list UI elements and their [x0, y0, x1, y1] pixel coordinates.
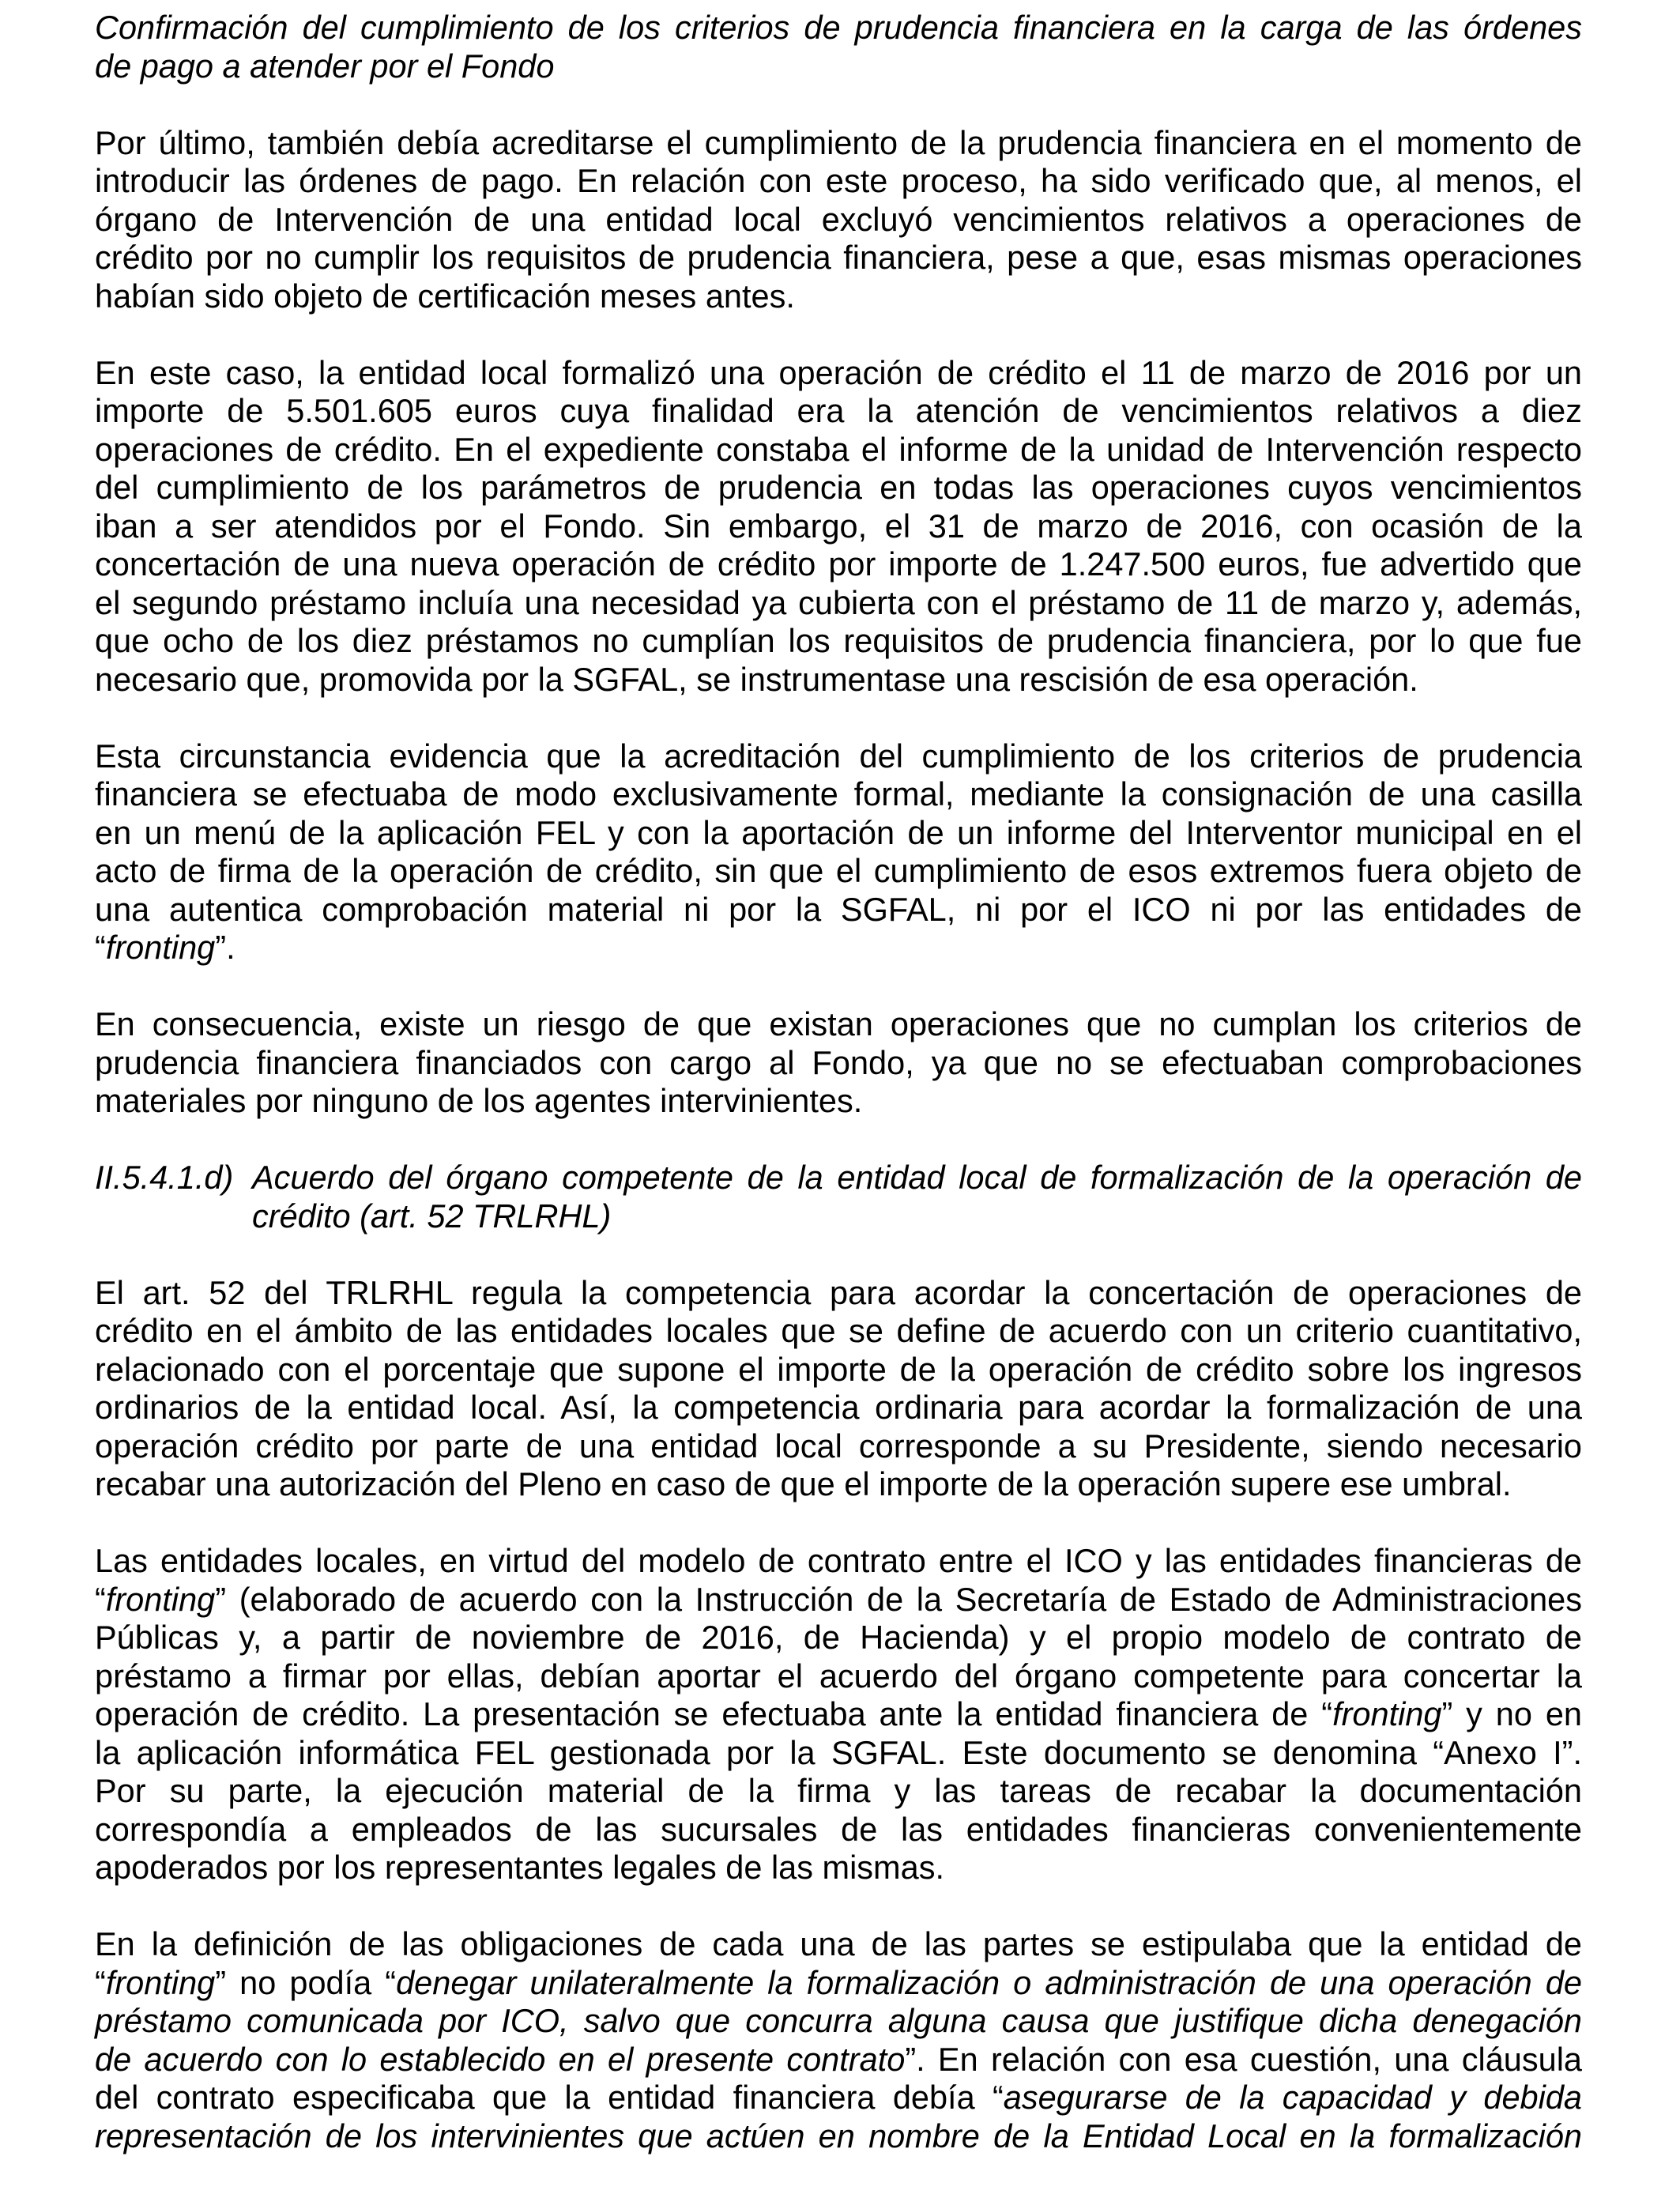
italic-text-run: fronting — [105, 929, 216, 966]
text-line — [95, 1619, 1582, 1657]
text-run: “ — [95, 1963, 106, 2001]
text-line — [95, 1312, 1582, 1351]
text-line — [95, 354, 1582, 393]
text-line — [95, 2041, 1582, 2079]
text-line — [252, 1159, 1582, 1197]
paragraph — [95, 1925, 1582, 2155]
paragraph — [95, 1542, 1582, 1887]
italic-text-run: Acuerdo del órgano competente de la entidad local de formalización de la operación de — [252, 1159, 1582, 1196]
italic-text-run: representación de los intervinientes que actúen en nombre de la Entidad Local en la formalización — [95, 2117, 1582, 2154]
text-line — [95, 584, 1582, 623]
text-run: ”. — [215, 929, 235, 966]
text-line — [95, 1465, 1582, 1504]
text-run: “ — [95, 929, 106, 966]
document-page — [95, 9, 1582, 2155]
text-line — [95, 1351, 1582, 1389]
text-run: iban a ser atendidos por el Fondo. Sin embargo, el 31 de marzo de 2016, con ocasión de la — [95, 507, 1582, 545]
text-line — [95, 1772, 1582, 1811]
italic-text-run: de acuerdo con lo establecido en el presente contrato — [95, 2040, 906, 2078]
text-line — [95, 775, 1582, 814]
text-line — [95, 1734, 1582, 1773]
text-run: Por su parte, la ejecución material de la firma y las tareas de recabar la documentación — [95, 1772, 1582, 1809]
text-run: en un menú de la aplicación FEL y con la aportación de un informe del Interventor municipal en el — [95, 813, 1582, 851]
text-run: operación de crédito. La presentación se efectuaba ante la entidad financiera de “ — [95, 1695, 1333, 1732]
text-line — [252, 1197, 1582, 1236]
text-run: crédito en el ámbito de las entidades locales que se define de acuerdo con un criterio cuantitativo, — [95, 1312, 1582, 1349]
text-run: introducir las órdenes de pago. En relación con este proceso, ha sido verificado que, al menos, el — [95, 162, 1582, 199]
text-line — [95, 201, 1582, 239]
text-run: importe de 5.501.605 euros cuya finalidad era la atención de vencimientos relativos a diez — [95, 392, 1582, 429]
text-run: ordinarios de la entidad local. Así, la competencia ordinaria para acordar la formalización de una — [95, 1389, 1582, 1426]
text-run: la aplicación informática FEL gestionada por la SGFAL. Este documento se denomina “Anexo I”. — [95, 1733, 1582, 1771]
text-run: operación crédito por parte de una entidad local corresponde a su Presidente, siendo necesario — [95, 1427, 1582, 1465]
italic-text-run: denegar unilateralmente la formalización o administración de una operación de — [396, 1963, 1582, 2001]
text-run: En la definición de las obligaciones de cada una de las partes se estipulaba que la entidad de — [95, 1925, 1582, 1962]
text-run: Por último, también debía acreditarse el cumplimiento de la prudencia financiera en el momento de — [95, 123, 1582, 161]
text-run: El art. 52 del TRLRHL regula la competencia para acordar la concertación de operaciones de — [95, 1273, 1582, 1311]
text-line — [95, 239, 1582, 277]
text-run: En este caso, la entidad local formalizó una operación de crédito el 11 de marzo de 2016 por un — [95, 353, 1582, 391]
text-run: Las entidades locales, en virtud del modelo de contrato entre el ICO y las entidades financieras de — [95, 1542, 1582, 1579]
text-run: ” no podía “ — [215, 1963, 397, 2001]
text-line — [95, 1005, 1582, 1044]
text-line — [95, 9, 1582, 47]
text-line — [95, 277, 1582, 316]
text-run: financiera se efectuaba de modo exclusivamente formal, mediante la consignación de una casilla — [95, 775, 1582, 812]
text-run: Esta circunstancia evidencia que la acreditación del cumplimiento de los criterios de prudencia — [95, 737, 1582, 775]
text-run: Públicas y, a partir de noviembre de 2016, de Hacienda) y el propio modelo de contrato de — [95, 1619, 1582, 1656]
text-line — [95, 2117, 1582, 2156]
paragraph — [95, 354, 1582, 699]
text-line — [95, 852, 1582, 891]
text-run: operaciones de crédito. En el expediente constaba el informe de la unidad de Intervención respecto — [95, 430, 1582, 468]
paragraph — [95, 737, 1582, 967]
text-line — [95, 431, 1582, 469]
text-run: acto de firma de la operación de crédito, sin que el cumplimiento de esos extremos fuera objeto de — [95, 852, 1582, 889]
text-line — [95, 469, 1582, 507]
text-line — [95, 124, 1582, 163]
text-line — [95, 1044, 1582, 1083]
italic-text-run: asegurarse de la capacidad y debida — [1003, 2079, 1582, 2116]
text-line — [95, 1581, 1582, 1619]
text-line — [95, 1274, 1582, 1313]
text-line — [95, 661, 1582, 699]
text-line — [95, 814, 1582, 853]
text-line — [95, 1427, 1582, 1466]
italic-text-run: fronting — [1332, 1695, 1442, 1732]
text-run: En consecuencia, existe un riesgo de que existan operaciones que no cumplan los criterios de — [95, 1005, 1582, 1042]
text-run: necesario que, promovida por la SGFAL, se instrumentase una rescisión de esa operación. — [95, 660, 1418, 698]
text-line — [95, 2002, 1582, 2041]
text-line — [95, 1849, 1582, 1887]
text-line — [95, 1082, 1582, 1121]
text-run: relacionado con el porcentaje que supone el importe de la operación de crédito sobre los ingresos — [95, 1350, 1582, 1388]
text-run: ”. En relación con esa cuestión, una cláusula — [905, 2040, 1583, 2078]
text-line — [95, 47, 1582, 86]
text-line — [95, 1964, 1582, 2003]
text-run: recabar una autorización del Pleno en caso de que el importe de la operación supere ese umbral. — [95, 1465, 1512, 1502]
text-run: préstamo a firmar por ellas, debían aportar el acuerdo del órgano competente para concertar la — [95, 1657, 1582, 1695]
subheading — [95, 9, 1582, 85]
text-run: del contrato especificaba que la entidad financiera debía “ — [95, 2079, 1004, 2116]
text-line — [95, 1811, 1582, 1849]
text-line — [95, 891, 1582, 929]
text-run: crédito por no cumplir los requisitos de prudencia financiera, pese a que, esas mismas operaciones — [95, 239, 1582, 276]
text-line — [95, 545, 1582, 584]
text-run: habían sido objeto de certificación meses antes. — [95, 277, 795, 315]
text-run: “ — [95, 1580, 106, 1618]
text-run: concertación de una nueva operación de crédito por importe de 1.247.500 euros, fue advertido que — [95, 545, 1582, 582]
text-line — [95, 2079, 1582, 2117]
paragraph — [95, 124, 1582, 316]
text-run: ” (elaborado de acuerdo con la Instrucción de la Secretaría de Estado de Administraciones — [215, 1580, 1582, 1618]
italic-text-run: de pago a atender por el Fondo — [95, 47, 555, 85]
text-run: el segundo préstamo incluía una necesidad ya cubierta con el préstamo de 11 de marzo y, además, — [95, 583, 1582, 621]
text-line — [95, 392, 1582, 431]
text-line — [95, 737, 1582, 776]
text-line — [95, 1542, 1582, 1581]
section-title — [252, 1159, 1582, 1235]
text-run: ” y no en — [1441, 1695, 1582, 1732]
italic-text-run: crédito (art. 52 TRLRHL) — [252, 1197, 612, 1235]
text-line — [95, 929, 1582, 967]
section-number: II.5.4.1.d) — [95, 1159, 234, 1196]
italic-text-run: Confirmación del cumplimiento de los criterios de prudencia financiera en la carga de las órdenes — [95, 9, 1582, 46]
text-run: apoderados por los representantes legales de las mismas. — [95, 1849, 944, 1886]
italic-text-run: fronting — [105, 1963, 216, 2001]
text-line — [95, 1925, 1582, 1964]
text-run: prudencia financiera financiados con cargo al Fondo, ya que no se efectuaban comprobaciones — [95, 1043, 1582, 1081]
paragraph — [95, 1005, 1582, 1121]
text-line — [95, 162, 1582, 201]
paragraph — [95, 1274, 1582, 1504]
text-run: del cumplimiento de los parámetros de prudencia en todas las operaciones cuyos vencimientos — [95, 469, 1582, 506]
text-line — [95, 507, 1582, 546]
italic-text-run: fronting — [105, 1580, 216, 1618]
text-run: que ocho de los diez préstamos no cumplían los requisitos de prudencia financiera, por lo que fue — [95, 622, 1582, 659]
text-run: materiales por ninguno de los agentes intervinientes. — [95, 1082, 863, 1119]
text-run: órgano de Intervención de una entidad local excluyó vencimientos relativos a operaciones de — [95, 200, 1582, 238]
text-line — [95, 1389, 1582, 1427]
text-line — [95, 622, 1582, 661]
text-run: correspondía a empleados de las sucursales de las entidades financieras convenientemente — [95, 1810, 1582, 1848]
text-run: una autentica comprobación material ni por la SGFAL, ni por el ICO ni por las entidades de — [95, 890, 1582, 928]
text-line — [95, 1695, 1582, 1734]
italic-text-run: préstamo comunicada por ICO, salvo que concurra alguna causa que justifique dicha denegación — [95, 2002, 1582, 2039]
section-heading — [95, 1159, 1582, 1235]
text-line — [95, 1657, 1582, 1696]
